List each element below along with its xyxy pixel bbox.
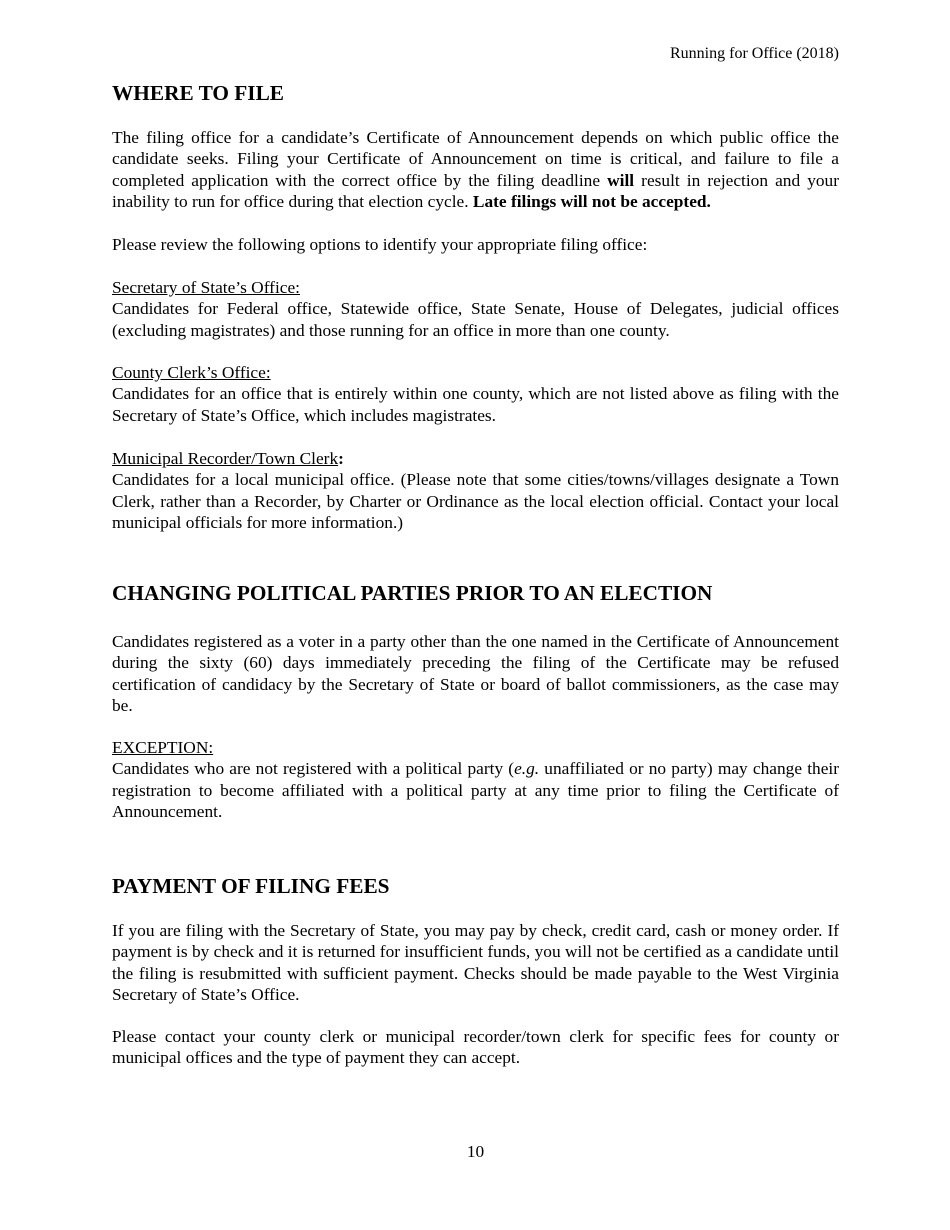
intro-bold-late-filings: Late filings will not be accepted. — [472, 191, 711, 211]
intro-text-b: result in rejection and your inability to run for office during that election cycle. — [112, 170, 839, 211]
exception-eg: e.g. — [514, 759, 540, 779]
intro-text-a: The filing office for a candidate’s Certificate of Announcement depends on which public office the candidate seeks. Filing your Certificate of Announcement on time is critical, and failure to file a completed application with the correct office by the filing deadline — [112, 128, 839, 190]
page-number: 10 — [466, 1142, 485, 1161]
payment-text-1: If you are filing with the Secretary of State, you may pay by check, credit card, cash or money order. If payment is by check and it is returned for insufficient funds, you will not be certified as a candidate until the filing is resubmitted with sufficient payment. Checks should be made payable to the West Virginia Secretary of State’s Office. — [112, 921, 839, 1004]
intro-bold-will: will — [607, 170, 635, 190]
municipal-recorder-text: Candidates for a local municipal office. (Please note that some cities/towns/villages designate a Town Clerk, rather than a Recorder, by Charter or Ordinance as the local election official. Contact your local municipal officials for more information.) — [112, 470, 839, 532]
heading-payment-fees: PAYMENT OF FILING FEES — [112, 874, 390, 898]
changing-parties-text: Candidates registered as a voter in a party other than the one named in the Certificate of Announcement during the sixty (60) days immediately preceding the filing of the Certificate may be refused certification of candidacy by the Secretary of State or board of ballot commissioners, as the case may be. — [112, 632, 839, 715]
review-options-text: Please review the following options to identify your appropriate filing office: — [112, 235, 648, 254]
municipal-recorder-colon: : — [338, 449, 344, 468]
sos-office-block — [112, 277, 839, 341]
sos-office-label: Secretary of State’s Office: — [112, 278, 300, 297]
where-to-file-intro — [112, 127, 839, 212]
running-header: Running for Office (2018) — [670, 45, 839, 62]
exception-text-b: unaffiliated or no party) may change their registration to become affiliated with a political party at any time prior to filing the Certificate of Announcement. — [112, 759, 839, 821]
exception-block — [112, 737, 839, 822]
sos-office-text: Candidates for Federal office, Statewide office, State Senate, House of Delegates, judicial offices (excluding magistrates) and those running for an office in more than one county. — [112, 299, 839, 340]
heading-where-to-file: WHERE TO FILE — [112, 81, 285, 105]
exception-text-a: Candidates who are not registered with a political party ( — [112, 759, 515, 779]
heading-changing-parties: CHANGING POLITICAL PARTIES PRIOR TO AN ELECTION — [112, 581, 713, 605]
municipal-recorder-label-line — [112, 448, 839, 469]
document-page — [112, 0, 839, 1230]
municipal-recorder-block — [112, 448, 839, 533]
exception-label: EXCEPTION: — [112, 738, 214, 757]
county-clerk-label: County Clerk’s Office: — [112, 363, 271, 382]
county-clerk-text: Candidates for an office that is entirely within one county, which are not listed above as filing with the Secretary of State’s Office, which includes magistrates. — [112, 384, 839, 425]
payment-text-2: Please contact your county clerk or municipal recorder/town clerk for specific fees for county or municipal offices and the type of payment they can accept. — [112, 1027, 839, 1068]
municipal-recorder-label: Municipal Recorder/Town Clerk — [112, 449, 339, 468]
county-clerk-block — [112, 362, 839, 426]
